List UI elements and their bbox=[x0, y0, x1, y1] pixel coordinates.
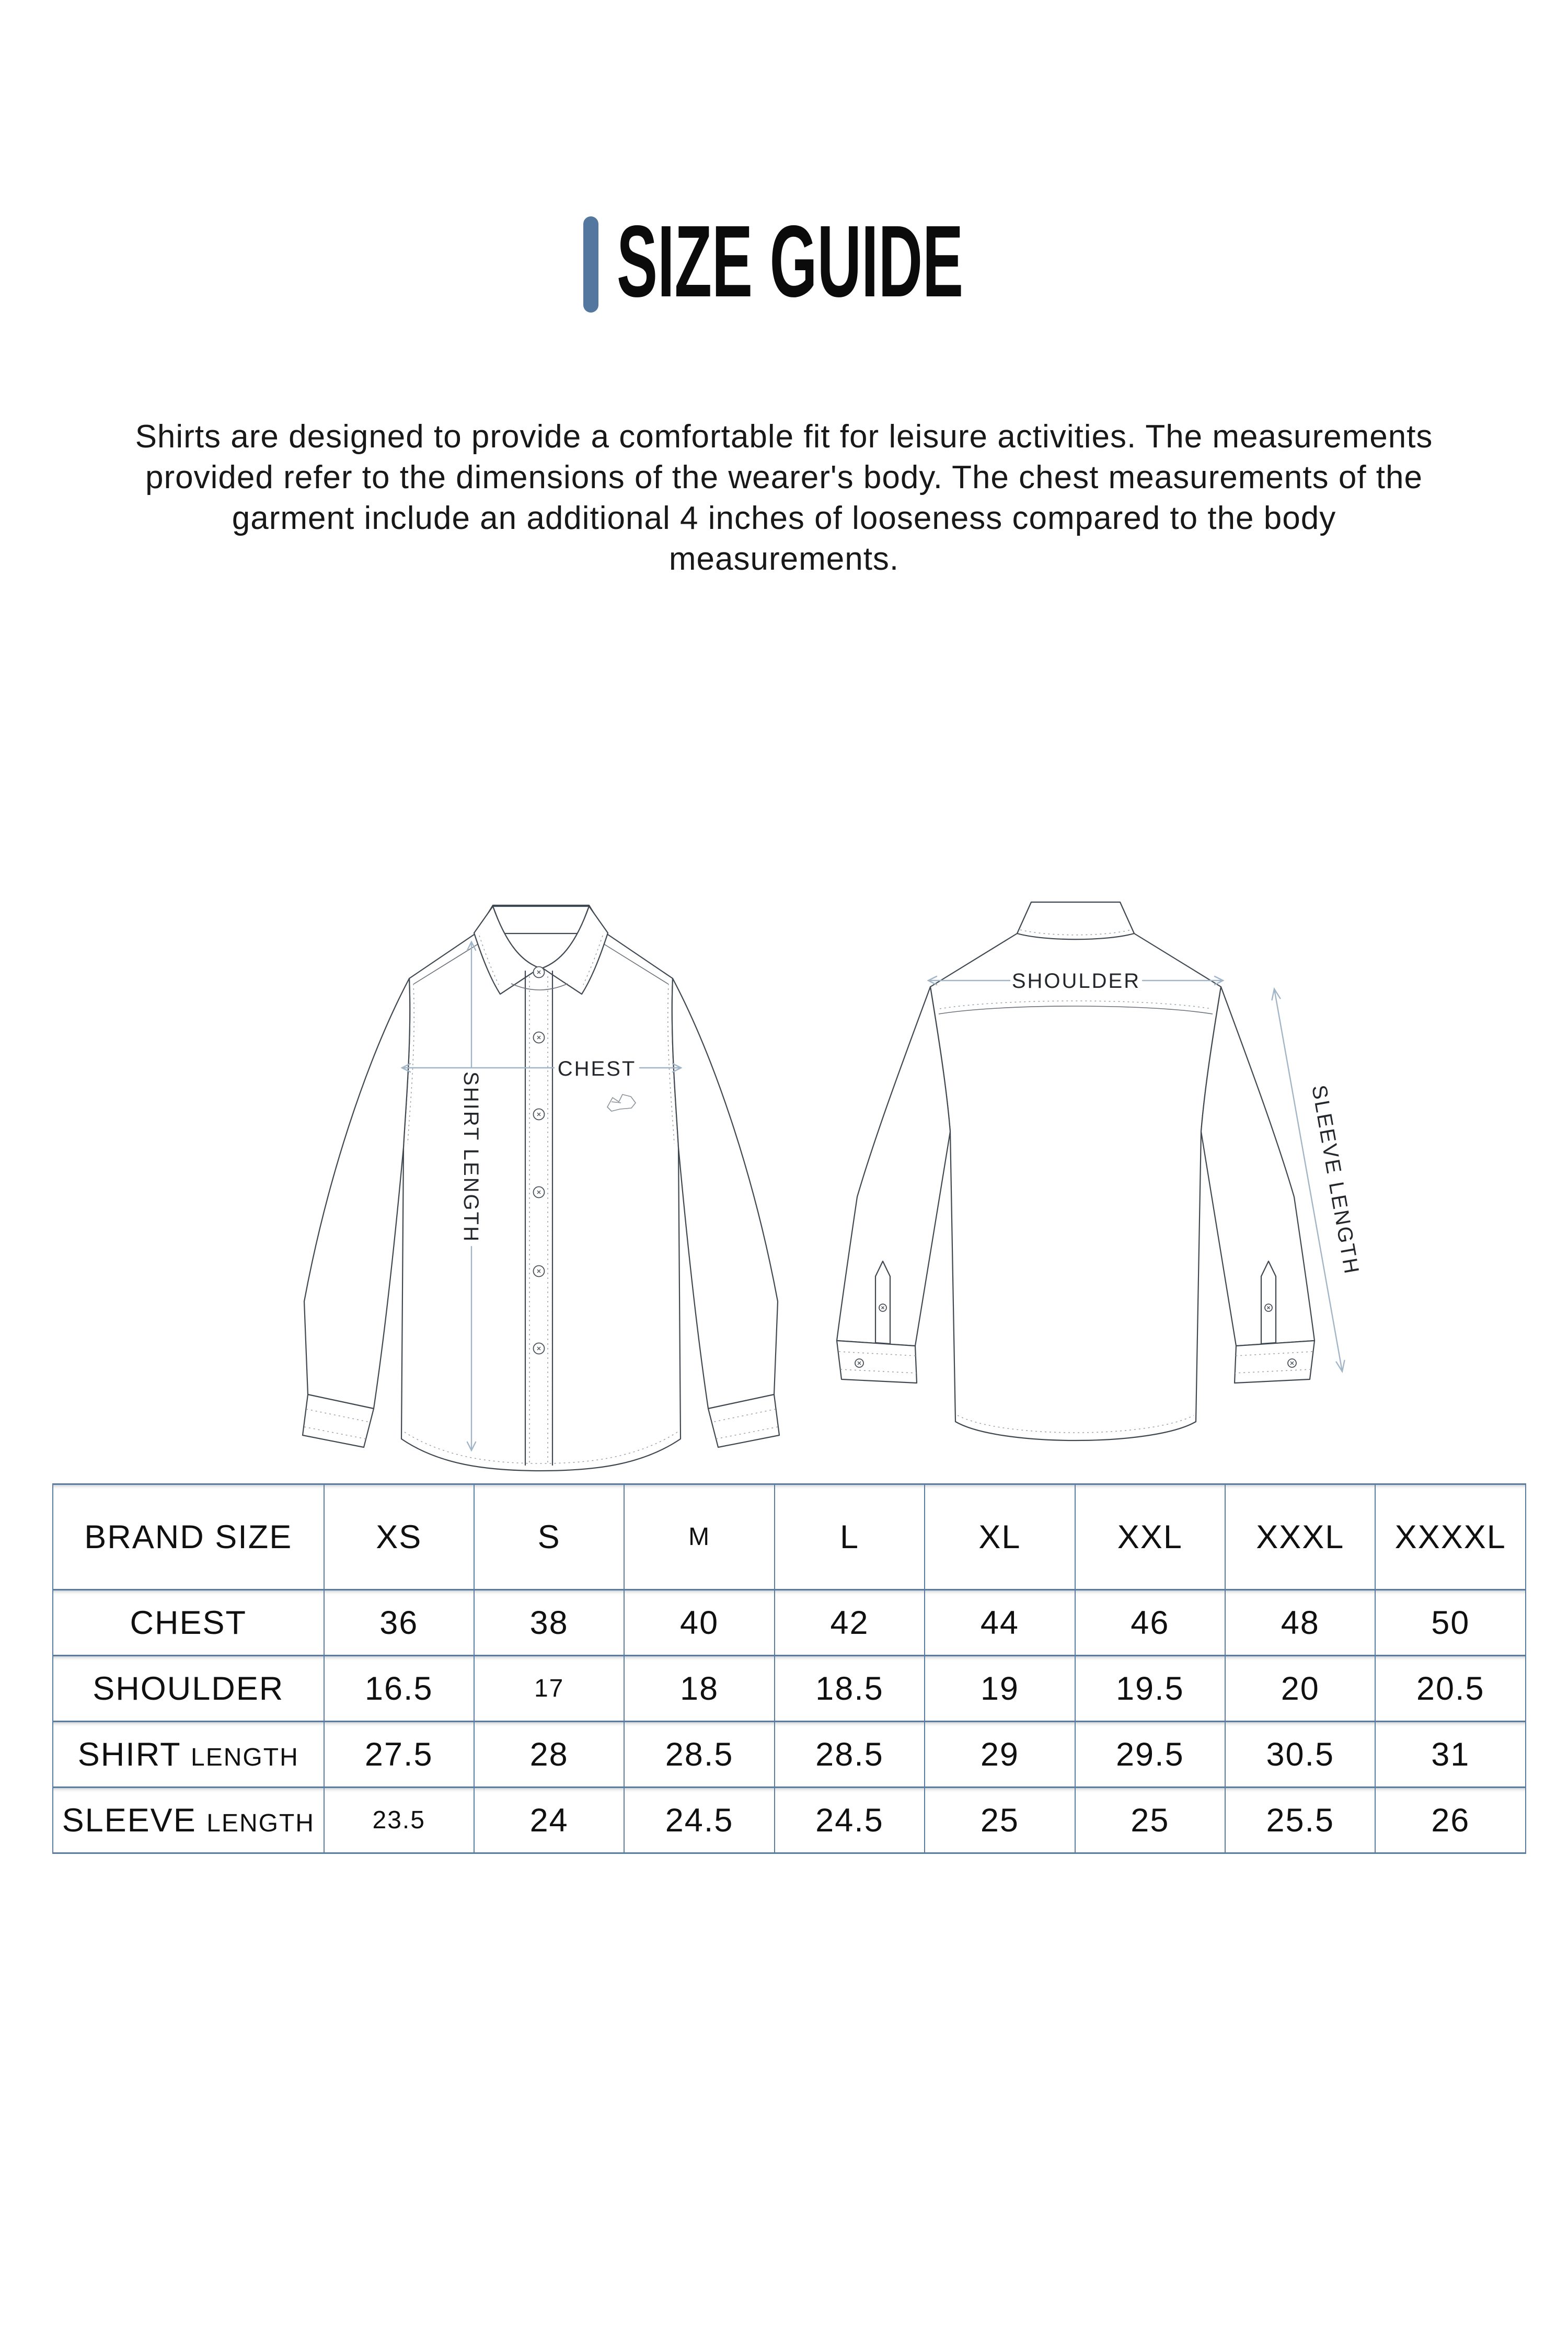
size-value-cell: 24.5 bbox=[775, 1788, 925, 1853]
size-value-cell: 16.5 bbox=[324, 1656, 474, 1722]
size-value-cell: 38 bbox=[474, 1590, 624, 1656]
shirt-length-label: SHIRT LENGTH bbox=[459, 1071, 482, 1243]
shirt-front-drawing bbox=[282, 883, 805, 1474]
size-value-cell: 40 bbox=[624, 1590, 774, 1656]
size-column-header: XXL bbox=[1075, 1484, 1225, 1590]
intro-text bbox=[37, 417, 1531, 580]
size-value-cell: 28.5 bbox=[775, 1722, 925, 1788]
front-left-sleeve bbox=[304, 978, 410, 1409]
size-value-cell: 18.5 bbox=[775, 1656, 925, 1722]
size-value-cell: 24.5 bbox=[624, 1788, 774, 1853]
size-value-cell: 26 bbox=[1375, 1788, 1526, 1853]
intro-line-1: Shirts are designed to provide a comfortable fit for leisure activities. The measurements bbox=[135, 419, 1433, 455]
size-value-cell: 18 bbox=[624, 1656, 774, 1722]
size-column-header: XL bbox=[925, 1484, 1075, 1590]
size-value-cell: 50 bbox=[1375, 1590, 1526, 1656]
size-value-cell: 46 bbox=[1075, 1590, 1225, 1656]
shoulder-label: SHOULDER bbox=[1011, 970, 1141, 993]
intro-line-2: provided refer to the dimensions of the wearer's body. The chest measurements of the bbox=[145, 459, 1423, 495]
size-value-cell: 29.5 bbox=[1075, 1722, 1225, 1788]
back-collar bbox=[1017, 902, 1134, 939]
size-value-cell: 36 bbox=[324, 1590, 474, 1656]
size-value-cell: 20 bbox=[1225, 1656, 1375, 1722]
size-value-cell: 25.5 bbox=[1225, 1788, 1375, 1853]
row-label-cell bbox=[53, 1590, 324, 1656]
size-table-row bbox=[53, 1656, 1526, 1722]
row-label: SHOULDER bbox=[93, 1670, 284, 1707]
size-value-cell: 23.5 bbox=[324, 1788, 474, 1853]
shirt-back-drawing bbox=[826, 878, 1380, 1453]
size-value-cell: 28 bbox=[474, 1722, 624, 1788]
size-table-row bbox=[53, 1722, 1526, 1788]
size-value-cell: 25 bbox=[925, 1788, 1075, 1853]
size-value-cell: 17 bbox=[474, 1656, 624, 1722]
size-table-head bbox=[53, 1484, 1526, 1590]
size-table-row bbox=[53, 1788, 1526, 1853]
size-value-cell: 19 bbox=[925, 1656, 1075, 1722]
size-value-cell: 31 bbox=[1375, 1722, 1526, 1788]
size-column-header: XXXL bbox=[1225, 1484, 1375, 1590]
size-value-cell: 27.5 bbox=[324, 1722, 474, 1788]
size-value-cell: 19.5 bbox=[1075, 1656, 1225, 1722]
size-table bbox=[52, 1483, 1526, 1854]
row-label: SHIRT bbox=[77, 1736, 181, 1773]
sleeve-length-label: SLEEVE LENGTH bbox=[1307, 1083, 1364, 1277]
size-column-header: S bbox=[474, 1484, 624, 1590]
size-column-header: L bbox=[775, 1484, 925, 1590]
front-right-sleeve bbox=[672, 978, 778, 1409]
back-left-cuff bbox=[837, 1341, 917, 1383]
page-title: SIZE GUIDE bbox=[617, 204, 964, 318]
row-label-cell bbox=[53, 1722, 324, 1788]
back-left-sleeve-placket bbox=[875, 1261, 890, 1344]
row-label-suffix: LENGTH bbox=[206, 1809, 315, 1837]
size-column-header: XS bbox=[324, 1484, 474, 1590]
intro-line-3: garment include an additional 4 inches of looseness compared to the body bbox=[232, 500, 1336, 536]
back-right-sleeve bbox=[1201, 987, 1315, 1346]
size-table-body bbox=[53, 1590, 1526, 1853]
row-label-suffix: LENGTH bbox=[191, 1743, 299, 1771]
size-value-cell: 30.5 bbox=[1225, 1722, 1375, 1788]
title-accent-bar bbox=[583, 216, 598, 313]
back-right-cuff bbox=[1235, 1341, 1315, 1383]
size-value-cell: 29 bbox=[925, 1722, 1075, 1788]
size-value-cell: 24 bbox=[474, 1788, 624, 1853]
back-right-sleeve-placket bbox=[1261, 1261, 1276, 1344]
size-value-cell: 20.5 bbox=[1375, 1656, 1526, 1722]
size-value-cell: 48 bbox=[1225, 1590, 1375, 1656]
brand-size-header-cell: BRAND SIZE bbox=[53, 1484, 324, 1590]
shirt-front-body bbox=[303, 905, 779, 1471]
row-label: CHEST bbox=[130, 1604, 247, 1641]
size-value-cell: 28.5 bbox=[624, 1722, 774, 1788]
back-left-sleeve bbox=[837, 987, 950, 1346]
size-table-row bbox=[53, 1590, 1526, 1656]
size-value-cell: 25 bbox=[1075, 1788, 1225, 1853]
size-value-cell: 44 bbox=[925, 1590, 1075, 1656]
intro-line-4: measurements. bbox=[668, 541, 900, 577]
row-label-cell bbox=[53, 1788, 324, 1853]
row-label-cell bbox=[53, 1656, 324, 1722]
row-label: SLEEVE bbox=[62, 1802, 197, 1839]
size-table-header-row bbox=[53, 1484, 1526, 1590]
size-column-header: XXXXL bbox=[1375, 1484, 1526, 1590]
size-value-cell: 42 bbox=[775, 1590, 925, 1656]
chest-label: CHEST bbox=[557, 1057, 637, 1080]
size-column-header: M bbox=[624, 1484, 774, 1590]
